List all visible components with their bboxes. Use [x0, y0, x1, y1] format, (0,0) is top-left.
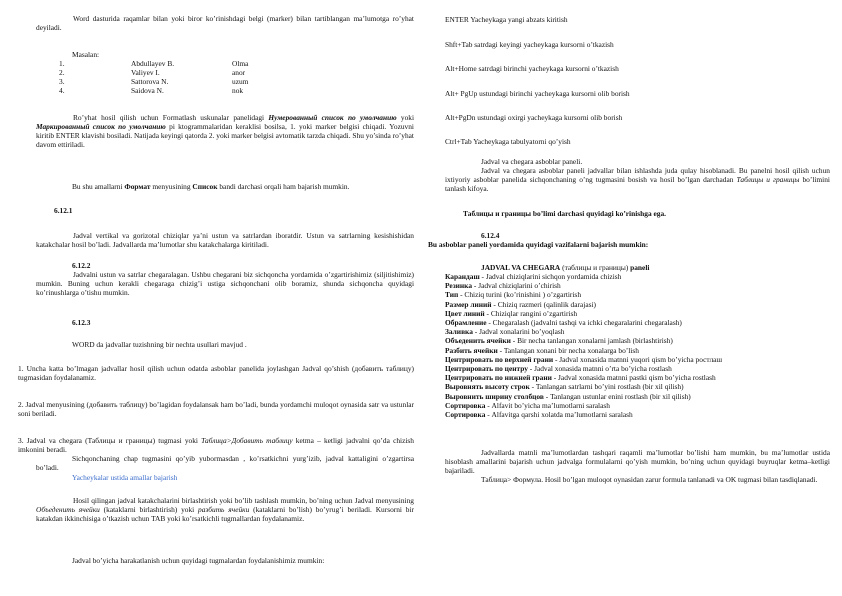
panel-title: JADVAL VA CHEGARA (таблицы и границы) paneli: [481, 263, 650, 272]
tool-item: [445, 364, 672, 373]
tool-description: - Alfavit bo’yicha ma’lumotlarni saralash: [485, 400, 610, 410]
tool-description: - Tanlangan satrlarni bo’yini rostlash (bir xil qilish): [529, 382, 684, 392]
list-howto-paragraph: Ro’yhat hosil qilish uchun Formatlash uskunalar panelidagi Нумерованный список по умолчанию yoki Маркированный список по умолчанию pi ktogrammalaridan keraklisi bosilsa, 1. yoki marker belgisi chiqadi. Yozuvni kiritib ENTER klavishi bosiladi. Natijada keyingi qatorda 2. yoki marker belgisi avtomatik tarzda chiqadi. Shu yo’sinda ro’yhat davom ettiriladi.: [36, 113, 415, 149]
tool-name: Тип: [445, 290, 459, 300]
key-row: ENTER Yacheykaga yangi abzats kiritish: [445, 15, 568, 24]
key-row: Ctrl+Tab Yacheykaga tabulyatorni qo’yish: [445, 137, 571, 146]
list-item: 3. Sattorova N. uzum: [59, 77, 249, 86]
tool-description: - Chiziq razmeri (qalinlik darajasi): [491, 299, 596, 309]
tool-item: [445, 318, 682, 327]
key-row: Alt+ PgUp ustundagi birinchi yacheykaga kursorni olib borish: [445, 89, 630, 98]
tool-name: Объеденить ячейки: [445, 336, 511, 346]
tool-name: Цвет линий: [445, 308, 485, 318]
dialog-heading: Таблицы и границы bo’limi darchasi quyidagi ko’rinishga ega.: [463, 209, 667, 218]
method-3: 3. Jadval va chegara (Таблицы и границы) tugmasi yoki Таблица>Добавить таблицу ketma – ketligi jadvalni qo’da chizish imkonini beradi.: [18, 436, 415, 454]
tool-name: Обрамление: [445, 318, 487, 327]
tool-description: - Jadval xonasida matnni pastki qism bo’yicha rostlash: [551, 373, 716, 383]
tool-description: - Bir necha tanlangan xonalarni jamlash (birlashtirish): [510, 336, 673, 346]
tool-item: [445, 373, 716, 382]
method-2: 2. Jadval menyusining (добавить таблицу) bo’lagidan foydalansak ham bo’ladi, bunda yordamchi muloqot oynasida satr va ustunlar soni beriladi.: [18, 400, 414, 418]
tool-item: [445, 392, 691, 401]
key-row: Shft+Tab satrdagi keyingi yacheykaga kursorni o’tkazish: [445, 40, 614, 49]
tool-name: Разбить ячейки: [445, 345, 498, 355]
section-heading-6-12-3: 6.12.3: [72, 318, 91, 327]
tool-name: Сортировка: [445, 410, 486, 419]
navigation-keys-intro: Jadval bo’yicha harakatlanish uchun quyidagi tugmalardan foydalanishimiz mumkin:: [72, 556, 325, 565]
panel-paragraph: Jadval va chegara asboblar paneli jadvallar bilan ishlashda juda qulay hisoblanadi. Bu panelni hosil qilish uchun ixtiyoriy asboblar panelida sichqonchaning o’ng tugmasini bosish va hosil bo’lgan darchadan Таблицы и границы bo’limini tanlash kifoya.: [445, 166, 830, 193]
borders-paragraph: Jadvalni ustun va satrlar chegaralagan. Ushbu chegarani biz sichqoncha yordamida o’zgartirishimiz (siljitishimiz) mumkin. Buning uchun kerakli chegaraga chizig’i ustiga sichqonchani olib boramiz, shunda sichqoncha quyidagi ko’rinushlarga o’tishu mumkin.: [36, 270, 414, 297]
methods-paragraph: WORD da jadvallar tuzishning bir nechta usullari mavjud .: [72, 340, 247, 349]
list-item: 4. Saidova N. nok: [59, 86, 244, 95]
key-row: Alt+Home satrdagi birinchi yacheykaga kursorni o’tkazish: [445, 64, 619, 73]
tool-item: [445, 272, 621, 281]
tool-item: [445, 382, 684, 391]
tool-description: - Alfavitga qarshi xolatda ma’lumotlarni saralash: [485, 410, 633, 419]
tool-description: - Chiziqlar rangini o’zgartirish: [484, 308, 578, 318]
tool-description: - Jadval xonasida matnni yuqori qism bo’yicha ростлаш: [553, 354, 723, 364]
tool-name: Сортировка: [445, 400, 486, 410]
tool-name: Выровнять высоту строк: [445, 382, 530, 392]
cell-operations-heading: Yacheykalar ustida amallar bajarish: [72, 473, 178, 482]
method-3-note: Sichqonchaning chap tugmasini qo’yib yubormasdan , ko’rsatkichni yurg’izib, jadval kattaligini o’zgartirsa bo’ladi.: [36, 454, 414, 472]
section-heading-6-12-4: 6.12.4: [481, 231, 500, 240]
tool-name: Центрировать по центру: [445, 364, 528, 373]
tool-name: Центрировать по нижней грани: [445, 373, 552, 383]
tool-item: [445, 346, 639, 355]
tool-item: [445, 281, 561, 290]
tool-item: [445, 300, 596, 309]
tool-description: - Tanlangan ustunlar enini rostlash (bir xil qilish): [543, 391, 691, 401]
tool-item: [445, 327, 564, 336]
format-menu-paragraph: Bu shu amallarni Формат menyusining Список bandi darchasi orqali ham bajarish mumkin.: [72, 182, 350, 191]
merge-cells-paragraph: Hosil qilingan jadval katakchalarini birlashtirish yoki bo’lib tashlash mumkin, bo’ning uchun Jadval menyusining Объеденить ячейки (kataklarni birlashtirish) yoki разбить ячейки (kataklarni bo’lish) bo’yrug’i beriladi. Kursorni bir katakdan ikkinchisiga o’tkazish uchun TAB yoki ko’rsatkichli tugmallardan foydalanamiz.: [36, 496, 414, 523]
tool-description: - Jadval chiziqlarini o’chirish: [472, 281, 561, 291]
tool-item: [445, 410, 633, 419]
list-item: 1. Abdullayev B. Olma: [59, 59, 249, 68]
tool-item: [445, 290, 581, 299]
tool-name: Заливка: [445, 327, 473, 337]
tool-name: Карандаш: [445, 272, 480, 281]
section-heading-6-12-2: 6.12.2: [72, 261, 91, 270]
table-intro-paragraph: Jadval vertikal va gorizotal chiziqlar ya’ni ustun va satrlardan iboratdir. Ustun va satrlarning kesishishidan katakchalar hosil bo’ladi. Jadvallarda ma’lumotlar shu katakchalarga kiritiladi.: [36, 231, 414, 249]
list-item: 2. Valiyev I. anor: [59, 68, 246, 77]
tool-description: - Tanlangan xonani bir necha xonalarga bo’lish: [497, 345, 639, 355]
tool-description: - Chiziq turini (ko’rinishini ) o’zgartirish: [458, 290, 582, 300]
section-heading-6-12-1: 6.12.1: [54, 206, 73, 215]
tool-item: [445, 309, 577, 318]
tool-description: - Jadval xonasida matnni o’rta bo’yicha rostlash: [527, 364, 672, 373]
tool-item: [445, 355, 722, 364]
tool-name: Центрировать по верхней грани: [445, 354, 554, 364]
tool-description: - Chegaralash (jadvalni tashqi va ichki chegaralarini chegaralash): [486, 318, 682, 327]
key-row: Alt+PgDn ustundagi oxirgi yacheykaga kursorni olib borish: [445, 113, 623, 122]
formula-command-paragraph: Таблица> Формула. Hosil bo’lgan muloqot oynasidan zarur formula tanlanadi va OK tugmasi bilan tasdiqlanadi.: [481, 475, 818, 484]
tool-item: [445, 336, 673, 345]
tool-name: Резинка: [445, 281, 473, 291]
example-label: Masalan:: [72, 50, 100, 59]
tool-item: [445, 401, 610, 410]
formula-paragraph: Jadvallarda matnli ma’lumotlardan tashqari raqamli ma’lumotlar bo’lishi ham mumkin, bu ma’lumotlar ustida hisoblash amallarini bajarish uchun jadvalga formulalarni qo’yish mumkin, bo’ning uchun quyidagi buyruqlar ketma–ketligi bajariladi.: [445, 448, 830, 475]
tool-name: Выровнить ширину столбцов: [445, 391, 544, 401]
tool-description: - Jadval xonalarini bo’yoqlash: [472, 327, 565, 337]
panel-intro-line: Jadval va chegara asboblar paneli.: [481, 157, 583, 166]
tool-name: Размер линий: [445, 299, 492, 309]
tool-description: - Jadval chiziqlarini sichqon yordamida chizish: [479, 272, 622, 281]
method-1: 1. Uncha katta bo’lmagan jadvallar hosil qilish uchun odatda asboblar panelida joylashgan Jadval qo’shish (добавить таблицу) tugmasidan foydalanamiz.: [18, 364, 414, 382]
intro-paragraph: Word dasturida raqamlar bilan yoki biror ko’rinishdagi belgi (marker) bilan tartiblangan ma’lumotga ro’yhat deyiladi.: [36, 14, 414, 32]
toolbar-tasks-heading: Bu asboblar paneli yordamida quyidagi vazifalarni bajarish mumkin:: [428, 240, 649, 249]
